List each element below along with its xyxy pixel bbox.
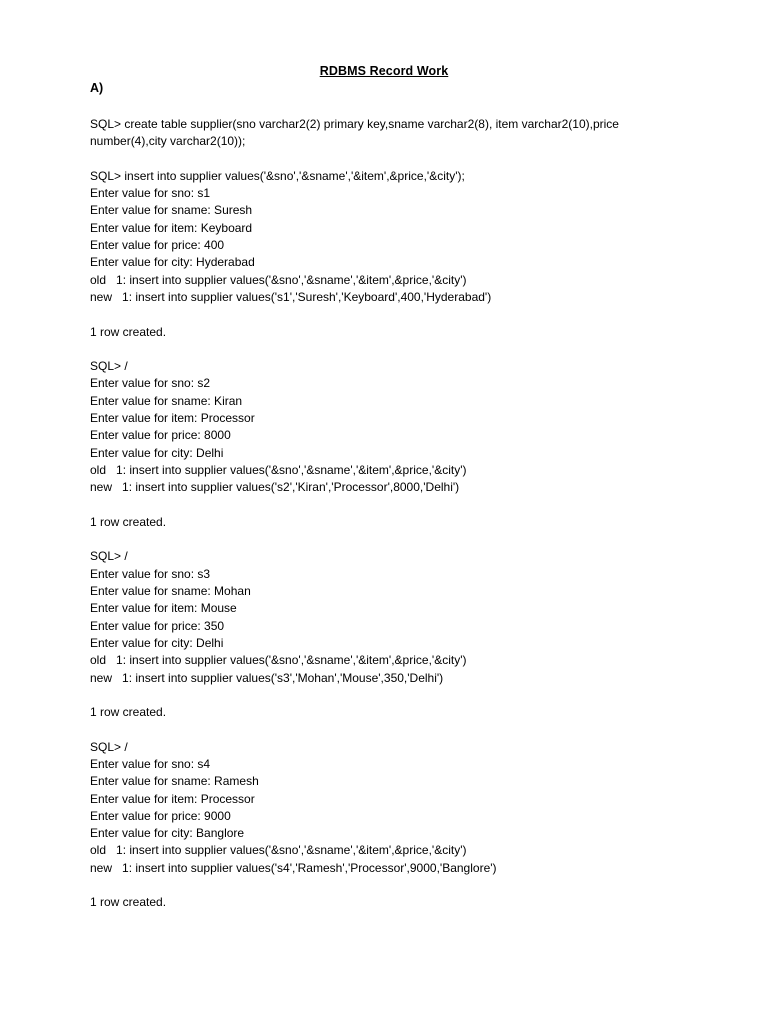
- prompt-line: Enter value for sname: Suresh: [90, 203, 253, 218]
- substitution-line: new 1: insert into supplier values('s4','Ramesh','Processor',9000,'Banglore'): [90, 860, 497, 875]
- section-label: A): [90, 81, 104, 95]
- prompt-line: Enter value for item: Processor: [90, 791, 255, 806]
- substitution-line: new 1: insert into supplier values('s2','Kiran','Processor',8000,'Delhi'): [90, 480, 460, 495]
- prompt-line: Enter value for item: Processor: [90, 411, 255, 426]
- prompt-line: Enter value for item: Keyboard: [90, 220, 253, 235]
- prompt-line: Enter value for city: Banglore: [90, 826, 245, 841]
- prompt-line: Enter value for price: 9000: [90, 808, 231, 823]
- blank-line: [90, 687, 710, 704]
- substitution-line: new 1: insert into supplier values('s3','Mohan','Mouse',350,'Delhi'): [90, 670, 444, 685]
- substitution-line: old 1: insert into supplier values('&sno','&sname','&item',&price,'&city'): [90, 653, 467, 668]
- result-line: 1 row created.: [90, 514, 167, 529]
- substitution-line: old 1: insert into supplier values('&sno','&sname','&item',&price,'&city'): [90, 462, 467, 477]
- sql-command-line: SQL> /: [90, 359, 128, 374]
- blank-line: [90, 151, 710, 168]
- blank-line: [90, 721, 710, 738]
- blank-line: [90, 531, 710, 548]
- prompt-line: Enter value for sno: s2: [90, 376, 211, 391]
- sql-command-line: SQL> /: [90, 549, 128, 564]
- blank-line: [90, 306, 710, 323]
- prompt-line: Enter value for sno: s1: [90, 186, 211, 201]
- prompt-line: Enter value for sno: s3: [90, 566, 211, 581]
- text-line: number(4),city varchar2(10));: [90, 134, 246, 149]
- prompt-line: Enter value for city: Delhi: [90, 445, 224, 460]
- blank-line: [90, 341, 710, 358]
- prompt-line: Enter value for city: Delhi: [90, 635, 224, 650]
- result-line: 1 row created.: [90, 895, 167, 910]
- prompt-line: Enter value for sname: Ramesh: [90, 774, 259, 789]
- prompt-line: Enter value for sname: Kiran: [90, 393, 243, 408]
- prompt-line: Enter value for city: Hyderabad: [90, 255, 255, 270]
- result-line: 1 row created.: [90, 705, 167, 720]
- blank-line: [90, 497, 710, 514]
- prompt-line: Enter value for sno: s4: [90, 756, 211, 771]
- prompt-line: Enter value for price: 400: [90, 238, 225, 253]
- sql-command-line: SQL> create table supplier(sno varchar2(2) primary key,sname varchar2(8), item varchar2(10),price: [90, 117, 619, 131]
- result-line: 1 row created.: [90, 324, 167, 339]
- document-body: [90, 116, 710, 912]
- prompt-line: Enter value for price: 8000: [90, 428, 231, 443]
- document-title: RDBMS Record Work: [319, 64, 449, 78]
- substitution-line: old 1: insert into supplier values('&sno','&sname','&item',&price,'&city'): [90, 843, 467, 858]
- blank-line: [90, 877, 710, 894]
- prompt-line: Enter value for price: 350: [90, 618, 225, 633]
- sql-command-line: SQL> /: [90, 739, 128, 754]
- prompt-line: Enter value for item: Mouse: [90, 601, 237, 616]
- substitution-line: old 1: insert into supplier values('&sno','&sname','&item',&price,'&city'): [90, 272, 467, 287]
- substitution-line: new 1: insert into supplier values('s1','Suresh','Keyboard',400,'Hyderabad'): [90, 289, 492, 304]
- sql-command-line: SQL> insert into supplier values('&sno','&sname','&item',&price,'&city');: [90, 168, 465, 183]
- prompt-line: Enter value for sname: Mohan: [90, 584, 251, 599]
